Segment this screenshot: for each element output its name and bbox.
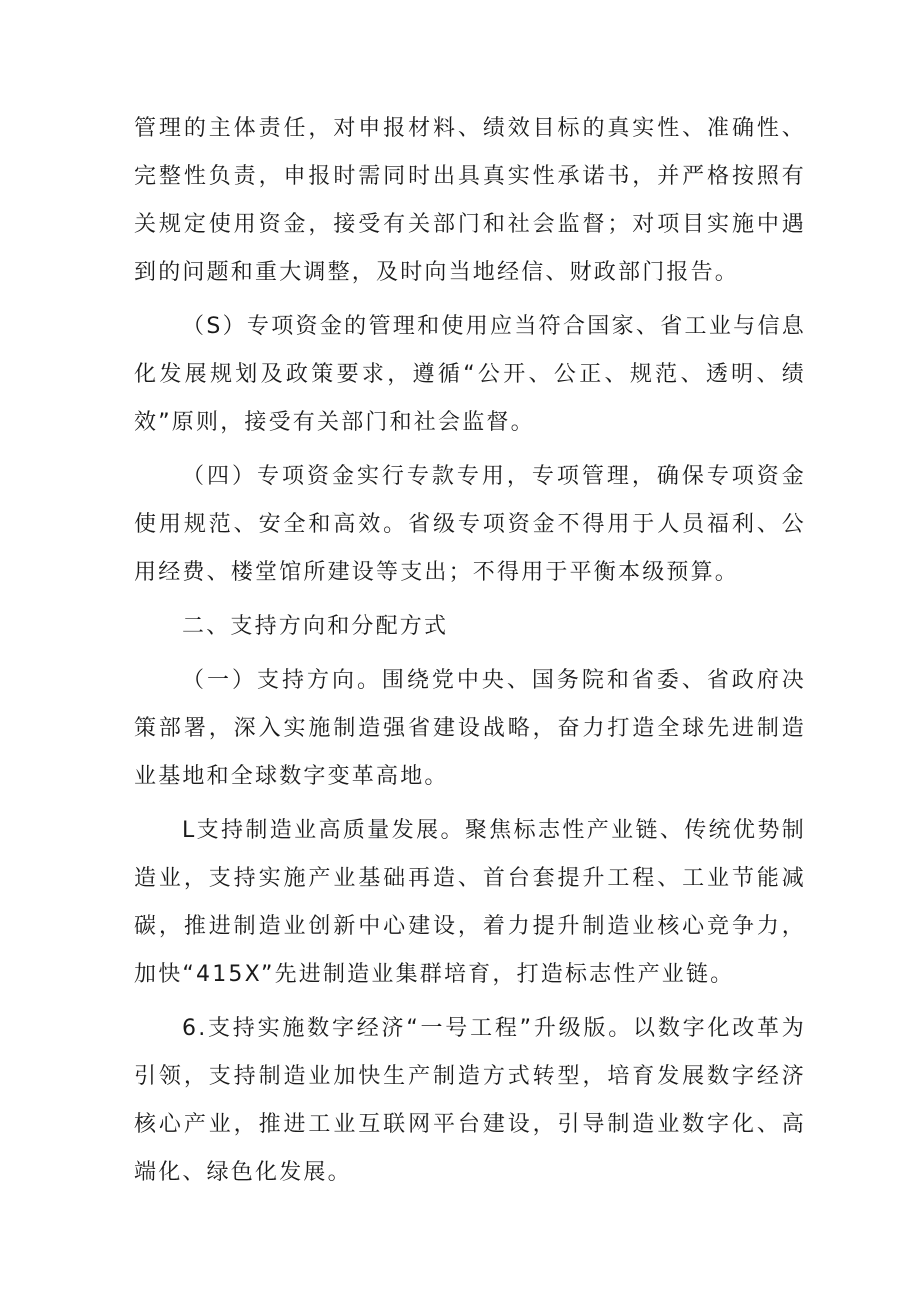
paragraph-point-2: 6.支持实施数字经济“一号工程”升级版。以数字化改革为引领，支持制造业加快生产制造方式转型，培育发展数字经济核心产业，推进工业互联网平台建设，引导制造业数字化、高端化、绿色化发展。: [134, 1016, 806, 1185]
paragraph-point-1: L支持制造业高质量发展。聚焦标志性产业链、传统优势制造业，支持实施产业基础再造、首台套提升工程、工业节能减碳，推进制造业创新中心建设，着力提升制造业核心竞争力，加快“415X”先进制造业集群培育，打造标志性产业链。: [134, 818, 806, 987]
paragraph-continuation: 管理的主体责任，对申报材料、绩效目标的真实性、准确性、完整性负责，申报时需同时出具真实性承诺书，并严格按照有关规定使用资金，接受有关部门和社会监督；对项目实施中遇到的问题和重大调整，及时向当地经信、财政部门报告。: [134, 116, 806, 285]
paragraph-support-direction: （一）支持方向。围绕党中央、国务院和省委、省政府决策部署，深入实施制造强省建设战略，奋力打造全球先进制造业基地和全球数字变革高地。: [134, 668, 806, 789]
paragraph-item-3: （S）专项资金的管理和使用应当符合国家、省工业与信息化发展规划及政策要求，遵循“公开、公正、规范、透明、绩效”原则，接受有关部门和社会监督。: [134, 314, 806, 435]
section-heading: 二、支持方向和分配方式: [182, 614, 449, 639]
paragraph-item-4: （四）专项资金实行专款专用，专项管理，确保专项资金使用规范、安全和高效。省级专项资金不得用于人员福利、公用经费、楼堂馆所建设等支出；不得用于平衡本级预算。: [134, 464, 806, 585]
document-body: [134, 105, 806, 1203]
